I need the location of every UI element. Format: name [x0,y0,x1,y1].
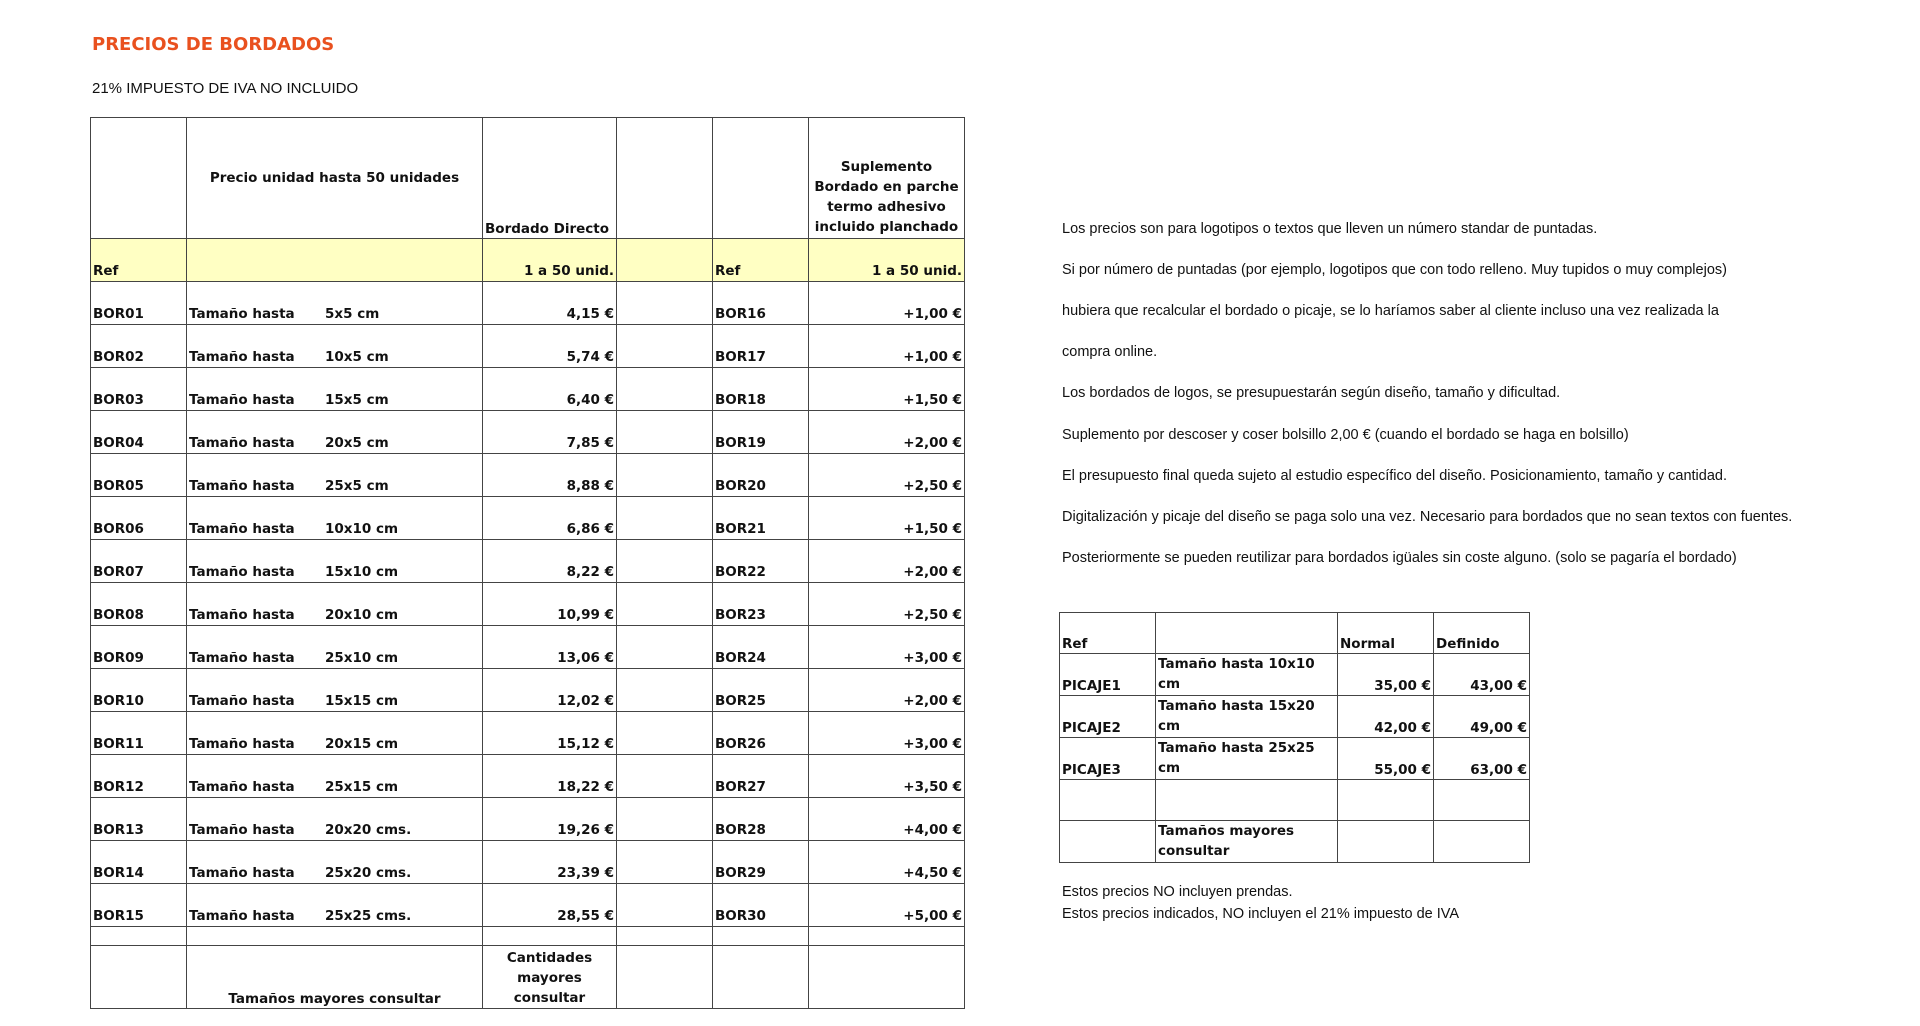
picaje-ref: PICAJE3 [1060,738,1156,780]
picaje-price-table [1059,612,1530,863]
table-row [91,368,965,411]
row-ref-supplement: BOR21 [713,497,809,540]
row-size-cell [187,325,483,368]
picaje-defined-price: 43,00 € [1434,654,1530,696]
row-size-value: 20x5 cm [325,435,389,451]
row-size-cell [187,497,483,540]
row-ref-supplement: BOR17 [713,325,809,368]
picaje-normal-header: Normal [1338,613,1434,654]
row-size-cell [187,282,483,325]
picaje-size: Tamaño hasta 25x25 cm [1156,738,1338,780]
row-ref-supplement: BOR27 [713,755,809,798]
row-ref-supplement: BOR23 [713,583,809,626]
row-size-label: Tamaño hasta [189,349,295,365]
row-supplement: +1,50 € [809,368,965,411]
row-size-label: Tamaño hasta [189,779,295,795]
row-ref: BOR08 [91,583,187,626]
row-ref: BOR01 [91,282,187,325]
row-price: 5,74 € [483,325,617,368]
table-header-row [91,118,965,239]
table-row [91,884,965,927]
row-size-cell [187,411,483,454]
row-size-value: 20x15 cm [325,736,399,752]
row-size-label: Tamaño hasta [189,564,295,580]
row-ref-supplement: BOR19 [713,411,809,454]
note-line: El presupuesto final queda sujeto al estudio específico del diseño. Posicionamiento, tamaño y cantidad. [1062,468,1728,484]
row-ref: BOR04 [91,411,187,454]
row-ref: BOR11 [91,712,187,755]
table-row [91,540,965,583]
row-size-cell [187,669,483,712]
note-line: hubiera que recalcular el bordado o picaje, se lo haríamos saber al cliente incluso una vez realizada la [1062,303,1719,319]
ref-header-right: Ref [713,239,809,282]
row-ref-supplement: BOR20 [713,454,809,497]
row-size-value: 25x15 cm [325,779,399,795]
spacer-row [91,927,965,946]
row-size-cell [187,540,483,583]
picaje-normal-price: 35,00 € [1338,654,1434,696]
row-price: 18,22 € [483,755,617,798]
row-size-label: Tamaño hasta [189,693,295,709]
row-ref: BOR07 [91,540,187,583]
table-row [91,583,965,626]
row-supplement: +1,00 € [809,325,965,368]
row-size-label: Tamaño hasta [189,908,295,924]
row-size-label: Tamaño hasta [189,306,295,322]
row-price: 15,12 € [483,712,617,755]
row-supplement: +3,00 € [809,712,965,755]
larger-quantities-note: Cantidades mayores consultar [483,946,617,1009]
picaje-ref: PICAJE1 [1060,654,1156,696]
row-ref-supplement: BOR30 [713,884,809,927]
row-size-value: 25x20 cms. [325,865,412,881]
row-size-label: Tamaño hasta [189,822,295,838]
picaje-larger-sizes-note: Tamaños mayores consultar [1156,821,1338,863]
table-row [91,411,965,454]
row-size-cell [187,368,483,411]
table-row [91,497,965,540]
picaje-footer-row [1060,821,1530,863]
row-price: 6,40 € [483,368,617,411]
table-row [91,841,965,884]
row-supplement: +4,00 € [809,798,965,841]
unit-price-header: Precio unidad hasta 50 unidades [187,118,483,239]
row-supplement: +2,00 € [809,669,965,712]
row-price: 12,02 € [483,669,617,712]
row-supplement: +5,00 € [809,884,965,927]
picaje-normal-price: 55,00 € [1338,738,1434,780]
row-ref-supplement: BOR18 [713,368,809,411]
row-size-value: 10x10 cm [325,521,399,537]
row-price: 8,22 € [483,540,617,583]
row-ref-supplement: BOR25 [713,669,809,712]
row-size-value: 15x15 cm [325,693,399,709]
row-size-label: Tamaño hasta [189,650,295,666]
picaje-row [1060,696,1530,738]
note-line: compra online. [1062,344,1158,360]
picaje-ref-header: Ref [1060,613,1156,654]
row-size-label: Tamaño hasta [189,392,295,408]
row-size-value: 10x5 cm [325,349,389,365]
table-row [91,669,965,712]
row-ref: BOR13 [91,798,187,841]
note-line: Los precios son para logotipos o textos que lleven un número standar de puntadas. [1062,221,1598,237]
row-ref: BOR03 [91,368,187,411]
row-ref-supplement: BOR22 [713,540,809,583]
row-price: 4,15 € [483,282,617,325]
row-price: 23,39 € [483,841,617,884]
row-ref: BOR12 [91,755,187,798]
row-ref-supplement: BOR26 [713,712,809,755]
row-price: 19,26 € [483,798,617,841]
row-ref: BOR14 [91,841,187,884]
row-price: 28,55 € [483,884,617,927]
picaje-size-header [1156,613,1338,654]
page-title: PRECIOS DE BORDADOS [92,34,335,55]
table-row [91,454,965,497]
footnote-line: Estos precios indicados, NO incluyen el 21% impuesto de IVA [1062,906,1460,922]
table-footer-row [91,946,965,1009]
row-supplement: +4,50 € [809,841,965,884]
ref-header-left: Ref [91,239,187,282]
row-ref: BOR06 [91,497,187,540]
note-line: Digitalización y picaje del diseño se paga solo una vez. Necesario para bordados que no sean textos con fuentes. [1062,509,1793,525]
row-ref: BOR15 [91,884,187,927]
row-size-value: 25x25 cms. [325,908,412,924]
row-price: 10,99 € [483,583,617,626]
row-size-cell [187,626,483,669]
picaje-defined-price: 49,00 € [1434,696,1530,738]
row-ref: BOR09 [91,626,187,669]
picaje-defined-price: 63,00 € [1434,738,1530,780]
vat-subtitle: 21% IMPUESTO DE IVA NO INCLUIDO [92,80,359,97]
row-size-cell [187,712,483,755]
larger-sizes-note: Tamaños mayores consultar [187,946,483,1009]
picaje-header-row [1060,613,1530,654]
row-size-label: Tamaño hasta [189,736,295,752]
direct-embroidery-header: Bordado Directo [483,118,617,239]
row-size-label: Tamaño hasta [189,521,295,537]
table-row [91,325,965,368]
row-ref: BOR05 [91,454,187,497]
picaje-empty-row [1060,780,1530,821]
row-size-cell [187,884,483,927]
row-size-value: 25x5 cm [325,478,389,494]
row-size-value: 5x5 cm [325,306,380,322]
qty-header-left: 1 a 50 unid. [483,239,617,282]
qty-header-right: 1 a 50 unid. [809,239,965,282]
row-price: 7,85 € [483,411,617,454]
row-size-cell [187,583,483,626]
row-size-value: 20x20 cms. [325,822,412,838]
picaje-ref: PICAJE2 [1060,696,1156,738]
row-size-cell [187,798,483,841]
row-supplement: +2,00 € [809,411,965,454]
row-supplement: +3,00 € [809,626,965,669]
note-line: Los bordados de logos, se presupuestarán según diseño, tamaño y dificultad. [1062,385,1561,401]
table-row [91,798,965,841]
row-size-label: Tamaño hasta [189,478,295,494]
row-size-value: 15x5 cm [325,392,389,408]
row-supplement: +2,50 € [809,454,965,497]
row-size-label: Tamaño hasta [189,607,295,623]
note-line: Posteriormente se pueden reutilizar para bordados igüales sin coste alguno. (solo se pagaría el bordado) [1062,550,1737,566]
row-price: 13,06 € [483,626,617,669]
embroidery-price-table [90,117,965,1009]
row-price: 8,88 € [483,454,617,497]
footnote-line: Estos precios NO incluyen prendas. [1062,884,1293,900]
row-ref-supplement: BOR16 [713,282,809,325]
row-ref: BOR10 [91,669,187,712]
table-row [91,712,965,755]
row-supplement: +1,50 € [809,497,965,540]
row-ref-supplement: BOR24 [713,626,809,669]
picaje-defined-header: Definido [1434,613,1530,654]
table-row [91,626,965,669]
row-size-value: 20x10 cm [325,607,399,623]
row-supplement: +2,50 € [809,583,965,626]
row-size-label: Tamaño hasta [189,865,295,881]
row-size-cell [187,841,483,884]
table-subheader-row [91,239,965,282]
row-ref: BOR02 [91,325,187,368]
picaje-size: Tamaño hasta 10x10 cm [1156,654,1338,696]
note-line: Suplemento por descoser y coser bolsillo 2,00 € (cuando el bordado se haga en bolsillo) [1062,427,1629,443]
table-row [91,282,965,325]
row-size-cell [187,755,483,798]
picaje-row [1060,654,1530,696]
row-size-cell [187,454,483,497]
picaje-normal-price: 42,00 € [1338,696,1434,738]
note-line: Si por número de puntadas (por ejemplo, logotipos que con todo relleno. Muy tupidos o muy complejos) [1062,262,1727,278]
row-supplement: +3,50 € [809,755,965,798]
picaje-row [1060,738,1530,780]
row-size-label: Tamaño hasta [189,435,295,451]
row-size-value: 25x10 cm [325,650,399,666]
row-price: 6,86 € [483,497,617,540]
row-size-value: 15x10 cm [325,564,399,580]
row-supplement: +2,00 € [809,540,965,583]
table-row [91,755,965,798]
row-ref-supplement: BOR28 [713,798,809,841]
picaje-size: Tamaño hasta 15x20 cm [1156,696,1338,738]
row-ref-supplement: BOR29 [713,841,809,884]
patch-supplement-header: Suplemento Bordado en parche termo adhesivo incluido planchado [809,118,965,239]
row-supplement: +1,00 € [809,282,965,325]
